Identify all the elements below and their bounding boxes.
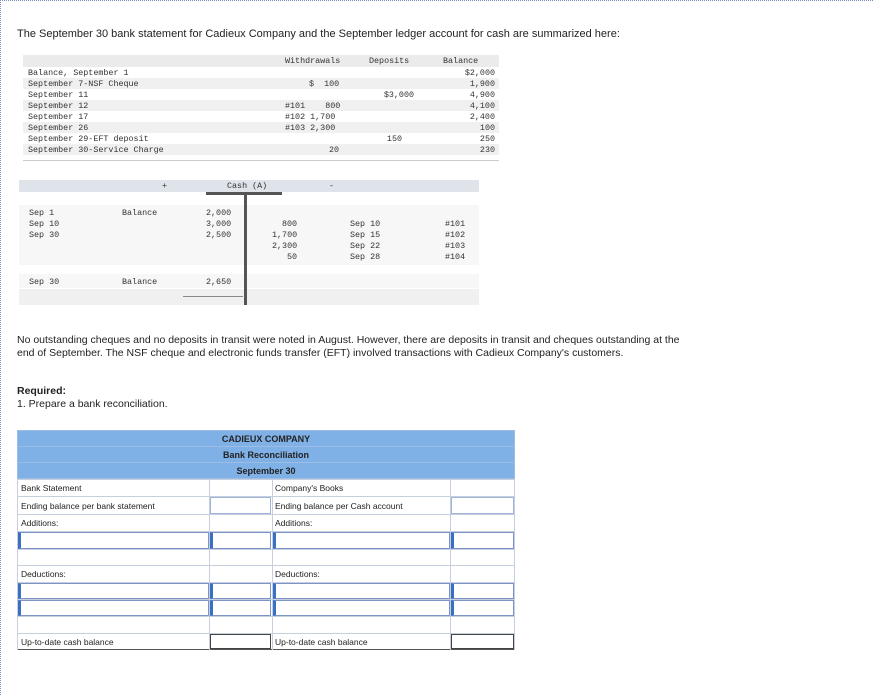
statement-row: [23, 67, 499, 78]
grid-line: [17, 649, 515, 650]
statement-row: [23, 78, 499, 89]
statement-bottom-rule: [23, 160, 499, 161]
book-uptodate-amount-input[interactable]: [451, 634, 514, 649]
book-deduction-amount-input-2[interactable]: [451, 600, 514, 616]
recon-title: Bank Reconciliation: [17, 446, 515, 463]
grid-line: [272, 479, 273, 650]
company-books-header: Company's Books: [275, 483, 344, 493]
bank-additions-label: Additions:: [21, 518, 59, 528]
taccount-balance-band: [19, 274, 479, 288]
bank-deduction-amount-input-1[interactable]: [210, 583, 271, 599]
required-item: 1. Prepare a bank reconciliation.: [17, 398, 168, 410]
ending-date: Sep 30: [29, 277, 60, 287]
row-label: September 11: [28, 90, 89, 100]
credit-ref: #101: [445, 219, 466, 229]
intro-text: The September 30 bank statement for Cadieux Company and the September ledger account for cash are summarized here:: [17, 28, 620, 40]
row-deposit: 150: [386, 134, 402, 144]
debit-amount: 2,000: [206, 208, 232, 218]
statement-header-row: [23, 55, 499, 67]
debit-amount: 3,000: [206, 219, 232, 229]
debit-date: Sep 10: [29, 219, 60, 229]
book-additions-label: Additions:: [275, 518, 313, 528]
row-balance: 250: [479, 134, 495, 144]
grid-line: [17, 479, 18, 650]
bank-deduction-description-input-1[interactable]: [18, 583, 209, 599]
balance-header: Balance: [443, 56, 479, 66]
grid-line: [17, 514, 515, 515]
row-label: September 30-Service Charge: [28, 145, 164, 155]
credit-amount: 800: [282, 219, 298, 229]
statement-row: [23, 100, 499, 111]
grid-line: [17, 549, 515, 550]
statement-row: [23, 89, 499, 100]
statement-row: [23, 122, 499, 133]
credit-amount: 1,700: [272, 230, 298, 240]
taccount-vertical-line: [244, 192, 247, 305]
recon-company: CADIEUX COMPANY: [17, 430, 515, 447]
debit-date: Sep 30: [29, 230, 60, 240]
grid-line: [17, 565, 515, 566]
bank-statement-header: Bank Statement: [21, 483, 82, 493]
statement-row: [23, 144, 499, 155]
debit-date: Sep 1: [29, 208, 55, 218]
bank-deduction-amount-input-2[interactable]: [210, 600, 271, 616]
bank-addition-description-input[interactable]: [18, 532, 209, 549]
deposits-header: Deposits: [369, 56, 410, 66]
bank-ending-amount-input[interactable]: [210, 497, 271, 514]
row-withdrawal: 20: [329, 145, 340, 155]
row-deposit: $3,000: [383, 90, 414, 100]
ending-amount: 2,650: [206, 277, 232, 287]
book-deductions-label: Deductions:: [275, 569, 320, 579]
required-title: Required:: [17, 385, 67, 397]
book-deduction-description-input-2[interactable]: [273, 600, 450, 616]
row-label: September 12: [28, 101, 89, 111]
taccount-underline: [183, 296, 243, 297]
credit-sign: -: [329, 181, 335, 191]
row-balance: 4,900: [469, 90, 495, 100]
statement-row: [23, 111, 499, 122]
row-balance: 1,900: [469, 79, 495, 89]
taccount-entries-band: [19, 205, 479, 265]
row-balance: $2,000: [464, 68, 495, 78]
row-label: Balance, September 1: [28, 68, 129, 78]
row-label: September 29-EFT deposit: [28, 134, 149, 144]
instructions-paragraph: No outstanding cheques and no deposits in transit were noted in August. However, there are deposits in transit and cheques outstanding at the end of September. The NSF cheque and electronic funds transfer (EFT) involved transactions with Cadieux Company's customers.: [17, 334, 680, 359]
bank-deduction-description-input-2[interactable]: [18, 600, 209, 616]
taccount-header: [19, 180, 479, 192]
debit-sign: +: [162, 181, 168, 191]
row-balance: 230: [479, 145, 495, 155]
debit-amount: 2,500: [206, 230, 232, 240]
credit-ref: #104: [445, 252, 466, 262]
credit-date: Sep 10: [350, 219, 381, 229]
book-addition-amount-input[interactable]: [451, 532, 514, 549]
row-label: September 26: [28, 123, 89, 133]
credit-date: Sep 28: [350, 252, 381, 262]
grid-line: [17, 479, 515, 480]
grid-line: [17, 616, 515, 617]
credit-amount: 2,300: [272, 241, 298, 251]
bank-uptodate-amount-input[interactable]: [210, 634, 271, 649]
book-ending-label: Ending balance per Cash account: [275, 501, 403, 511]
book-deduction-description-input-1[interactable]: [273, 583, 450, 599]
bank-addition-amount-input[interactable]: [210, 532, 271, 549]
taccount-title: Cash (A): [227, 181, 268, 191]
credit-amount: 50: [287, 252, 298, 262]
bank-uptodate-label: Up-to-date cash balance: [21, 637, 114, 647]
row-label: September 17: [28, 112, 89, 122]
row-withdrawal: #102 1,700: [285, 112, 336, 122]
debit-balance-label: Balance: [122, 208, 158, 218]
statement-row: [23, 133, 499, 144]
row-withdrawal: $ 100: [309, 79, 340, 89]
recon-date: September 30: [17, 462, 515, 479]
row-balance: 100: [479, 123, 495, 133]
book-addition-description-input[interactable]: [273, 532, 450, 549]
row-withdrawal: #101 800: [285, 101, 341, 111]
book-ending-amount-input[interactable]: [451, 497, 514, 514]
row-withdrawal: #103 2,300: [285, 123, 336, 133]
grid-line: [514, 479, 515, 650]
book-deduction-amount-input-1[interactable]: [451, 583, 514, 599]
ending-label: Balance: [122, 277, 158, 287]
credit-date: Sep 22: [350, 241, 381, 251]
credit-date: Sep 15: [350, 230, 381, 240]
credit-ref: #103: [445, 241, 466, 251]
book-uptodate-label: Up-to-date cash balance: [275, 637, 368, 647]
row-label: September 7-NSF Cheque: [28, 79, 139, 89]
withdrawals-header: Withdrawals: [285, 56, 341, 66]
bank-ending-label: Ending balance per bank statement: [21, 501, 155, 511]
credit-ref: #102: [445, 230, 466, 240]
bank-deductions-label: Deductions:: [21, 569, 66, 579]
row-balance: 2,400: [469, 112, 495, 122]
row-balance: 4,100: [469, 101, 495, 111]
taccount-footer-band: [19, 289, 479, 305]
